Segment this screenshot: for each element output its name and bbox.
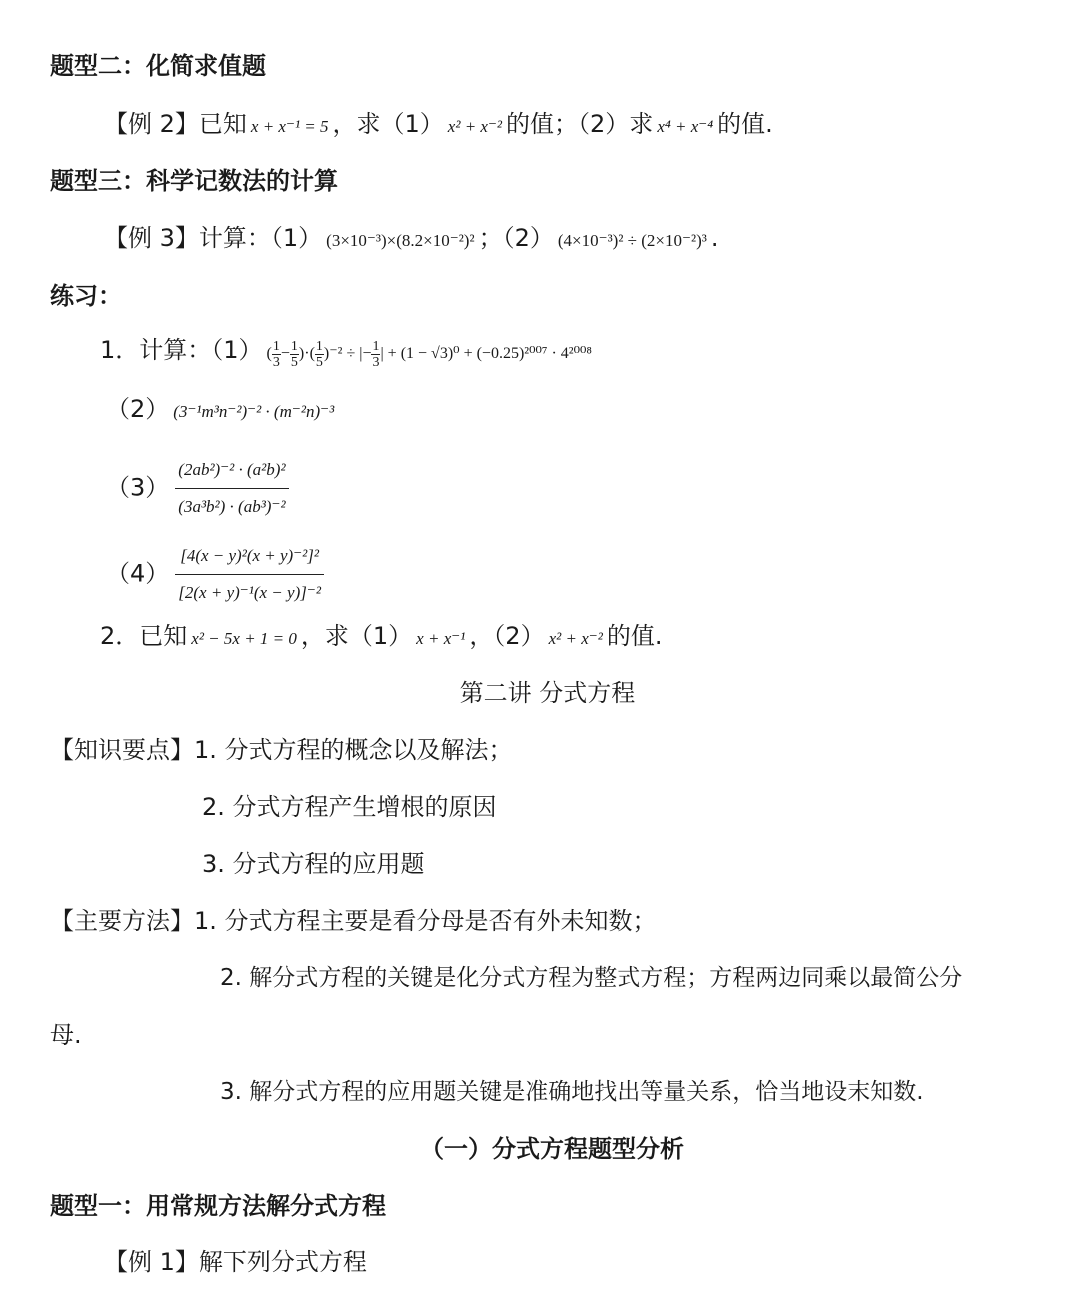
knowledge-item-3: 3. 分式方程的应用题 — [202, 850, 425, 878]
exercise-1-part-2 — [106, 393, 338, 428]
example-2-expr1: x² + x⁻² — [447, 117, 503, 136]
expr-open-paren: ( — [266, 345, 272, 362]
example-2-given: x + x⁻¹ = 5 — [250, 117, 329, 136]
fraction-denominator: 3 — [272, 354, 280, 370]
methods-label: 【主要方法】 — [50, 907, 194, 935]
fraction-denominator: 3 — [372, 354, 380, 370]
fraction-denominator: 5 — [290, 354, 298, 370]
exercise-1-part-1 — [100, 334, 596, 370]
methods-item-3: 3. 解分式方程的应用题关键是准确地找出等量关系，恰当地设末知数. — [220, 1079, 924, 1105]
part-3-label: （3） — [106, 473, 170, 502]
fraction-denominator: 5 — [315, 354, 323, 370]
section-heading-type3: 题型三：科学记数法的计算 — [50, 167, 338, 195]
example-3 — [104, 222, 718, 257]
fraction-one-fifth — [290, 339, 299, 370]
example-2-expr2: x⁴ + x⁻⁴ — [657, 117, 714, 136]
example-3-label: 【例 3】计算：（1） — [104, 224, 323, 252]
section-heading-type1: 题型一：用常规方法解分式方程 — [50, 1192, 386, 1220]
part-2-label: （2） — [106, 395, 170, 423]
fraction-numerator: 1 — [372, 338, 380, 354]
exercise-2-mid2: ，（2） — [469, 622, 545, 650]
exercise-2-label: 2．已知 — [100, 622, 188, 650]
part-4-numerator: [4(x − y)²(x + y)⁻²]² — [175, 540, 324, 575]
knowledge-label: 【知识要点】 — [50, 736, 194, 764]
lecture-title: 第二讲 分式方程 — [459, 679, 636, 707]
exercise-2-end: 的值. — [606, 622, 663, 650]
part-4-fraction — [175, 540, 324, 609]
example-3-mid: ；（2） — [478, 224, 554, 252]
example-2-mid: ，求（1） — [332, 110, 444, 138]
example-2-label: 【例 2】已知 — [104, 110, 247, 138]
example-2 — [104, 108, 773, 143]
fraction-numerator: 1 — [315, 338, 323, 354]
example-2-mid2: 的值；（2）求 — [506, 110, 654, 138]
knowledge-item-2: 2. 分式方程产生增根的原因 — [202, 793, 497, 821]
exercise-1-part-4 — [106, 540, 324, 609]
main-methods — [50, 905, 657, 937]
section-heading-type2: 题型二：化简求值题 — [50, 52, 266, 80]
fraction-one-fifth-b — [315, 339, 324, 370]
part-3-denominator: (3a³b²) · (ab³)⁻² — [178, 497, 286, 516]
exercise-1-label: 1．计算：（1） — [100, 336, 263, 364]
part-4-label: （4） — [106, 559, 170, 588]
knowledge-item-1: 1. 分式方程的概念以及解法； — [194, 736, 513, 764]
fraction-numerator: 1 — [290, 338, 298, 354]
exercise-2 — [100, 620, 662, 655]
expr-mid: )·( — [298, 345, 315, 362]
fraction-numerator: 1 — [272, 338, 280, 354]
part-3-fraction — [175, 454, 288, 523]
expr-minus: − — [280, 345, 290, 362]
part-4-denominator: [2(x + y)⁻¹(x − y)]⁻² — [178, 583, 321, 602]
knowledge-points — [50, 734, 513, 766]
exercise-2-expr2: x² + x⁻² — [548, 629, 603, 648]
exercise-1-part-3 — [106, 454, 289, 523]
part-3-numerator: (2ab²)⁻² · (a²b)² — [175, 454, 288, 489]
example-3-expr1: (3×10⁻³)×(8.2×10⁻²)² — [326, 231, 475, 250]
exercise-1-expr — [266, 338, 593, 370]
exercise-heading: 练习： — [50, 282, 122, 310]
example-2-end: 的值. — [717, 110, 773, 138]
part-2-expr: (3⁻¹m³n⁻²)⁻² · (m⁻²n)⁻³ — [173, 402, 335, 421]
exercise-2-given: x² − 5x + 1 = 0 — [191, 629, 297, 648]
methods-item-2: 2. 解分式方程的关键是化分式方程为整式方程；方程两边同乘以最简公分 — [220, 965, 963, 991]
part-1-title: （一）分式方程题型分析 — [420, 1135, 684, 1163]
example-3-expr2: (4×10⁻³)² ÷ (2×10⁻²)³ — [557, 231, 707, 250]
fraction-one-third — [272, 339, 281, 370]
methods-item-2-continued: 母. — [50, 1021, 82, 1049]
exercise-2-expr1: x + x⁻¹ — [416, 629, 466, 648]
exercise-2-mid: ，求（1） — [300, 622, 413, 650]
expr-post: )⁻² ÷ |− — [323, 345, 372, 362]
expr-tail: | + (1 − √3)⁰ + (−0.25)²⁰⁰⁷ · 4²⁰⁰⁸ — [380, 345, 593, 362]
example-1: 【例 1】解下列分式方程 — [104, 1248, 367, 1276]
example-3-end: . — [710, 224, 719, 252]
methods-item-1: 1. 分式方程主要是看分母是否有外未知数； — [194, 907, 657, 935]
